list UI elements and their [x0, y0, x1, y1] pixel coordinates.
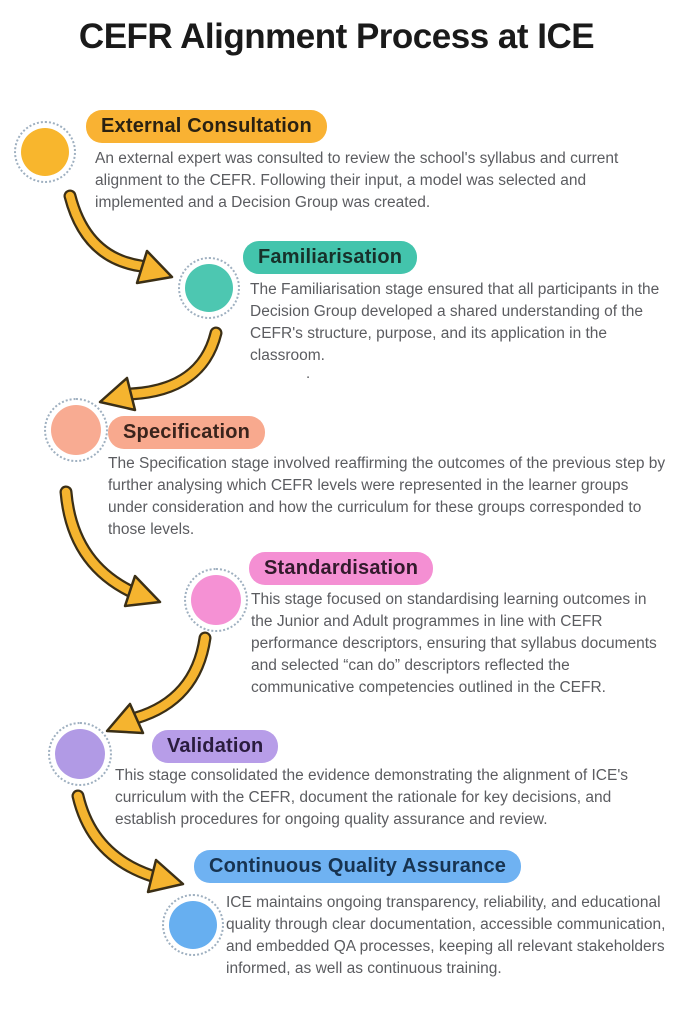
- stage-5-dot: [55, 729, 105, 779]
- stage-2-description: The Familiarisation stage ensured that all participants in the Decision Group developed a shared understanding of the CEFR's structure, purpose, and its application in the classroom.: [250, 281, 660, 364]
- stray-period: .: [306, 365, 311, 382]
- page-title: [0, 16, 673, 58]
- stage-4-dot: [191, 575, 241, 625]
- stage-3-description: The Specification stage involved reaffirming the outcomes of the previous step by further analysing which CEFR levels were represented in the learner groups under consideration and how the curriculum for these groups corresponded to those levels.: [108, 455, 666, 538]
- stage-5-circle: [48, 722, 112, 786]
- stage-4-description: This stage focused on standardising learning outcomes in the Junior and Adult programmes in line with CEFR performance descriptors, ensuring that syllabus documents and selected “can do” descriptors reflected the communicative competencies outlined in the CEFR.: [251, 591, 657, 696]
- stage-1-description: An external expert was consulted to review the school's syllabus and current alignment to the CEFR. Following their input, a model was selected and implemented and a Decision Group was created.: [95, 150, 619, 211]
- stage-4-circle: [184, 568, 248, 632]
- stage-2-circle: [178, 257, 240, 319]
- stage-3-circle: [44, 398, 108, 462]
- arrow-2-icon: [100, 333, 216, 410]
- stage-3-label: Specification: [108, 416, 265, 449]
- stage-6-label: Continuous Quality Assurance: [194, 850, 521, 883]
- arrow-4-icon: [107, 638, 205, 733]
- stage-5-label: Validation: [152, 730, 278, 763]
- page-title-text: CEFR Alignment Process at ICE: [78, 17, 595, 56]
- stage-6-dot: [169, 901, 217, 949]
- stage-1-circle: [14, 121, 76, 183]
- stage-2-dot: [185, 264, 233, 312]
- stage-2-label: Familiarisation: [243, 241, 417, 274]
- stage-1-label: External Consultation: [86, 110, 327, 143]
- stage-6-circle: [162, 894, 224, 956]
- stage-3-dot: [51, 405, 101, 455]
- stage-6-description: ICE maintains ongoing transparency, reliability, and educational quality through clear documentation, accessible communication, and embedded QA processes, keeping all relevant stakeholders informed, as well as continuous training.: [226, 894, 666, 977]
- stage-4-label: Standardisation: [249, 552, 433, 585]
- stage-5-description: This stage consolidated the evidence demonstrating the alignment of ICE's curriculum with the CEFR, document the rationale for key decisions, and establish procedures for ongoing quality assurance and review.: [115, 767, 629, 828]
- stage-1-dot: [21, 128, 69, 176]
